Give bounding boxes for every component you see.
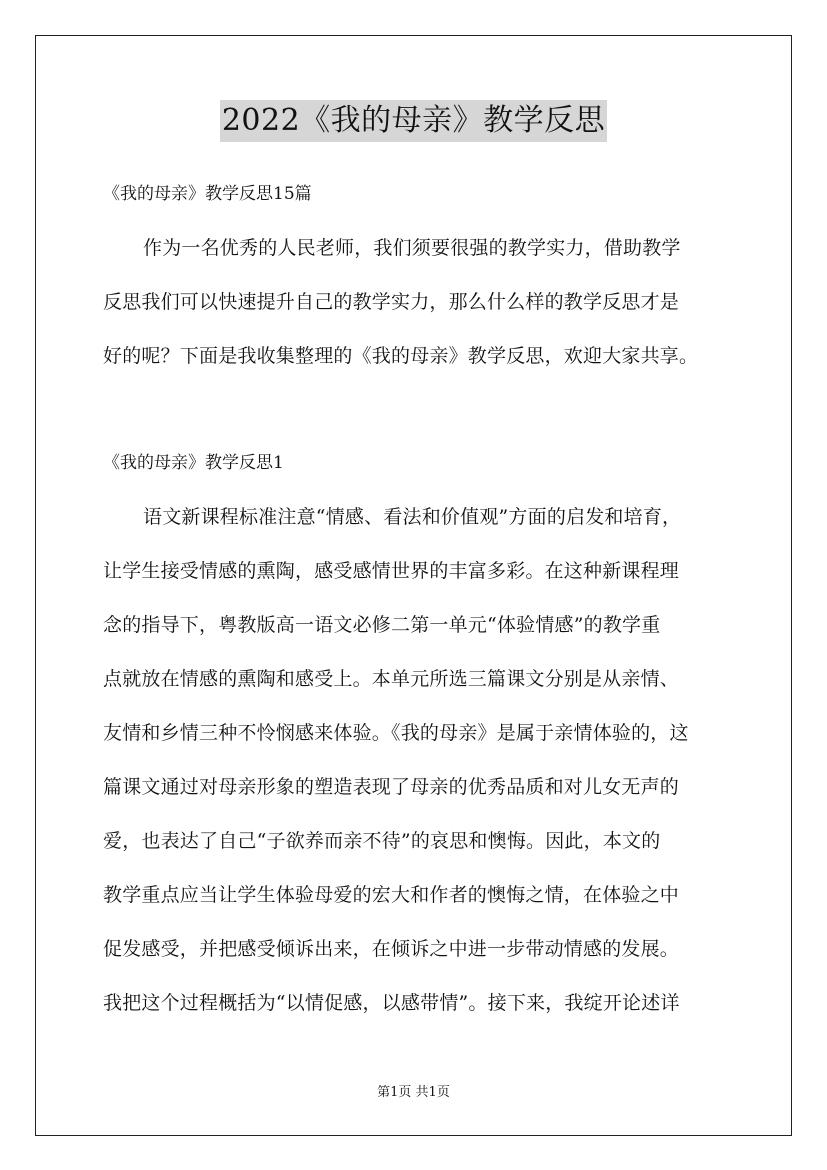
page-footer: 第1页 共1页 bbox=[377, 1085, 450, 1100]
body-line: 语文新课程标准注意“情感、看法和价值观”方面的启发和培育， bbox=[143, 506, 682, 528]
document-title: 2022《我的母亲》教学反思 bbox=[220, 100, 607, 142]
body-line: 爱，也表达了自己“子欲养而亲不待”的哀思和懊悔。因此，本文的 bbox=[103, 830, 661, 852]
title-container bbox=[0, 100, 827, 142]
intro-line: 反思我们可以快速提升自己的教学实力，那么什么样的教学反思才是 bbox=[103, 291, 680, 313]
body-line: 点就放在情感的熏陶和感受上。本单元所选三篇课文分别是从亲情、 bbox=[103, 668, 680, 690]
body-line: 促发感受，并把感受倾诉出来，在倾诉之中进一步带动情感的发展。 bbox=[103, 938, 680, 960]
document-subtitle: 《我的母亲》教学反思15篇 bbox=[103, 184, 312, 204]
body-line: 念的指导下，粤教版高一语文必修二第一单元“体验情感”的教学重 bbox=[103, 614, 661, 636]
body-line: 我把这个过程概括为“以情促感，以感带情”。接下来，我绽开论述详 bbox=[103, 992, 680, 1014]
intro-line: 作为一名优秀的人民老师，我们须要很强的教学实力，借助教学 bbox=[143, 237, 681, 259]
body-line: 教学重点应当让学生体验母爱的宏大和作者的懊悔之情，在体验之中 bbox=[103, 884, 680, 906]
body-line: 让学生接受情感的熏陶，感受感情世界的丰富多彩。在这种新课程理 bbox=[103, 560, 680, 582]
section-heading: 《我的母亲》教学反思1 bbox=[103, 453, 284, 473]
intro-line: 好的呢？下面是我收集整理的《我的母亲》教学反思，欢迎大家共享。 bbox=[103, 345, 699, 367]
body-line: 篇课文通过对母亲形象的塑造表现了母亲的优秀品质和对儿女无声的 bbox=[103, 776, 680, 798]
body-line: 友情和乡情三种不怜悯感来体验。《我的母亲》是属于亲情体验的，这 bbox=[103, 722, 689, 744]
